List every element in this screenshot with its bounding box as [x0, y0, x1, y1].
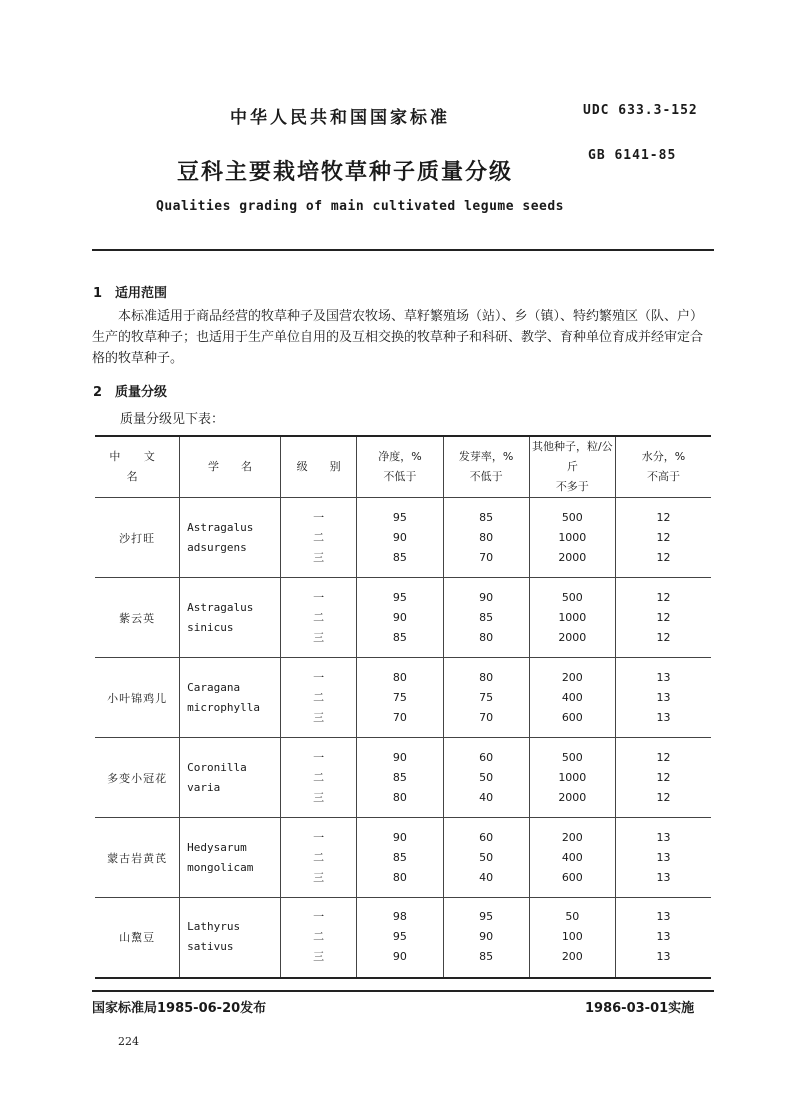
header-moisture-label: 水分，% [641, 450, 686, 463]
grade-level: 三 [313, 550, 325, 564]
grade-level: 一 [313, 670, 325, 684]
purity-values [357, 898, 443, 978]
header-latin-name: 学 名 [180, 436, 281, 498]
grade-level: 二 [313, 530, 325, 544]
grade-level: 一 [313, 910, 325, 924]
latin-genus: Lathyrus [187, 920, 241, 934]
other-seeds-value: 200 [561, 830, 583, 844]
header-germination-qualifier: 不低于 [469, 470, 503, 483]
moisture-value: 12 [656, 610, 671, 624]
moisture-value: 12 [656, 750, 671, 764]
purity-value: 70 [392, 710, 407, 724]
moisture-value: 13 [656, 930, 671, 944]
table-row [95, 898, 711, 978]
germination-value: 50 [479, 770, 494, 784]
grade-level: 一 [313, 590, 325, 604]
germination-value: 40 [479, 790, 494, 804]
moisture-value: 13 [656, 950, 671, 964]
table-row [95, 578, 711, 658]
header-moisture-qualifier: 不高于 [646, 470, 680, 483]
other-seeds-value: 500 [561, 750, 583, 764]
moisture-value: 12 [656, 630, 671, 644]
other-seeds-value: 2000 [558, 790, 587, 804]
latin-epithet: varia [187, 780, 221, 794]
other-seeds-value: 200 [561, 950, 583, 964]
species-latin-name [180, 898, 281, 978]
section-1-title: 适用范围 [115, 286, 168, 301]
germination-value: 70 [479, 710, 494, 724]
germination-value: 85 [479, 610, 494, 624]
header-moisture [615, 436, 711, 498]
other-seeds-values [529, 658, 615, 738]
purity-value: 90 [392, 950, 407, 964]
species-chinese-name: 紫云英 [95, 578, 180, 658]
germination-value: 80 [479, 530, 494, 544]
moisture-value: 13 [656, 690, 671, 704]
moisture-values [615, 578, 711, 658]
moisture-value: 12 [656, 550, 671, 564]
grade-level: 三 [313, 950, 325, 964]
purity-value: 85 [392, 550, 407, 564]
grade-level: 一 [313, 830, 325, 844]
species-latin-name [180, 738, 281, 818]
grade-level: 三 [313, 790, 325, 804]
purity-value: 80 [392, 870, 407, 884]
moisture-value: 13 [656, 870, 671, 884]
purity-values [357, 818, 443, 898]
section-1-number: 1 [93, 286, 103, 301]
latin-epithet: adsurgens [187, 540, 247, 554]
header-grade: 级 别 [280, 436, 356, 498]
grade-levels [280, 738, 356, 818]
germination-value: 90 [479, 930, 494, 944]
species-chinese-name: 小叶锦鸡儿 [95, 658, 180, 738]
other-seeds-value: 500 [561, 590, 583, 604]
latin-epithet: mongolicam [187, 860, 254, 874]
moisture-values [615, 898, 711, 978]
germination-values [443, 738, 529, 818]
latin-genus: Astragalus [187, 520, 254, 534]
latin-genus: Coronilla [187, 760, 247, 774]
other-seeds-value: 1000 [558, 770, 587, 784]
other-seeds-value: 1000 [558, 530, 587, 544]
seed-quality-grading-table [95, 435, 711, 979]
purity-value: 90 [392, 830, 407, 844]
germination-values [443, 498, 529, 578]
grade-levels [280, 898, 356, 978]
header-purity-label: 净度，% [378, 450, 422, 463]
purity-value: 85 [392, 770, 407, 784]
moisture-value: 13 [656, 910, 671, 924]
grade-level: 三 [313, 710, 325, 724]
section-2-heading [93, 381, 167, 400]
germination-values [443, 818, 529, 898]
header-purity [357, 436, 443, 498]
purity-value: 98 [392, 910, 407, 924]
moisture-value: 13 [656, 670, 671, 684]
germination-value: 70 [479, 550, 494, 564]
species-chinese-name: 多变小冠花 [95, 738, 180, 818]
species-latin-name [180, 818, 281, 898]
grade-level: 二 [313, 850, 325, 864]
germination-value: 60 [479, 750, 494, 764]
other-seeds-value: 1000 [558, 610, 587, 624]
issue-date: 国家标准局1985-06-20发布 [92, 1001, 267, 1016]
other-seeds-value: 400 [561, 850, 583, 864]
germination-value: 90 [479, 590, 494, 604]
moisture-value: 12 [656, 790, 671, 804]
other-seeds-value: 100 [561, 930, 583, 944]
grade-levels [280, 818, 356, 898]
germination-value: 60 [479, 830, 494, 844]
grade-level: 三 [313, 630, 325, 644]
grade-level: 二 [313, 610, 325, 624]
gb-standard-number: GB 6141-85 [588, 148, 677, 163]
table-row [95, 498, 711, 578]
issuing-organization: 中华人民共和国国家标准 [230, 108, 450, 128]
latin-genus: Hedysarum [187, 840, 247, 854]
purity-values [357, 498, 443, 578]
table-row [95, 738, 711, 818]
moisture-value: 12 [656, 510, 671, 524]
purity-value: 95 [392, 510, 407, 524]
implementation-date: 1986-03-01实施 [585, 1001, 695, 1016]
other-seeds-value: 400 [561, 690, 583, 704]
purity-value: 80 [392, 670, 407, 684]
section-2-intro: 质量分级见下表： [120, 412, 225, 427]
other-seeds-value: 600 [561, 870, 583, 884]
grade-level: 三 [313, 870, 325, 884]
germination-values [443, 578, 529, 658]
other-seeds-values [529, 578, 615, 658]
moisture-values [615, 498, 711, 578]
grade-level: 二 [313, 690, 325, 704]
section-1-heading [93, 282, 167, 301]
table-row [95, 818, 711, 898]
header-chinese-name: 中 文 名 [95, 436, 180, 498]
purity-values [357, 738, 443, 818]
latin-genus: Caragana [187, 680, 241, 694]
moisture-value: 13 [656, 830, 671, 844]
grade-level: 一 [313, 510, 325, 524]
moisture-values [615, 738, 711, 818]
other-seeds-value: 600 [561, 710, 583, 724]
latin-epithet: microphylla [187, 700, 261, 714]
moisture-values [615, 818, 711, 898]
species-chinese-name: 沙打旺 [95, 498, 180, 578]
purity-values [357, 658, 443, 738]
header-other-seeds [529, 436, 615, 498]
species-chinese-name: 山黧豆 [95, 898, 180, 978]
grade-level: 二 [313, 770, 325, 784]
section-1-paragraph: 本标准适用于商品经营的牧草种子及国营农牧场、草籽繁殖场（站）、乡（镇）、特约繁殖区（队、户）生产的牧草种子；也适用于生产单位自用的及互相交换的牧草种子和科研、教学、育种单位育成并经审定合格的牧草种子。 [92, 309, 704, 366]
moisture-value: 12 [656, 590, 671, 604]
other-seeds-values [529, 498, 615, 578]
document-title-english: Qualities grading of main cultivated legume seeds [156, 199, 565, 214]
purity-value: 75 [392, 690, 407, 704]
moisture-value: 13 [656, 850, 671, 864]
purity-value: 90 [392, 750, 407, 764]
latin-genus: Astragalus [187, 600, 254, 614]
udc-code: UDC 633.3-152 [583, 103, 698, 118]
grade-levels [280, 498, 356, 578]
germination-values [443, 658, 529, 738]
germination-value: 85 [479, 510, 494, 524]
other-seeds-value: 200 [561, 670, 583, 684]
purity-value: 80 [392, 790, 407, 804]
purity-value: 95 [392, 930, 407, 944]
footer-divider [92, 990, 714, 992]
purity-value: 90 [392, 610, 407, 624]
grade-levels [280, 578, 356, 658]
other-seeds-value: 2000 [558, 630, 587, 644]
other-seeds-value: 2000 [558, 550, 587, 564]
table-row [95, 658, 711, 738]
latin-epithet: sinicus [187, 620, 234, 634]
header-other-seeds-label: 其他种子，粒/公斤 [531, 440, 613, 473]
grade-level: 二 [313, 930, 325, 944]
germination-value: 85 [479, 950, 494, 964]
document-title-chinese: 豆科主要栽培牧草种子质量分级 [177, 159, 514, 185]
other-seeds-value: 50 [565, 910, 580, 924]
header-divider [92, 249, 714, 251]
header-germination [443, 436, 529, 498]
moisture-value: 12 [656, 770, 671, 784]
purity-value: 95 [392, 590, 407, 604]
grade-levels [280, 658, 356, 738]
header-purity-qualifier: 不低于 [383, 470, 417, 483]
purity-value: 85 [392, 850, 407, 864]
moisture-value: 12 [656, 530, 671, 544]
species-chinese-name: 蒙古岩黄芪 [95, 818, 180, 898]
other-seeds-values [529, 738, 615, 818]
purity-value: 85 [392, 630, 407, 644]
page-number: 224 [118, 1035, 139, 1048]
germination-value: 80 [479, 670, 494, 684]
grade-level: 一 [313, 750, 325, 764]
species-latin-name [180, 658, 281, 738]
header-germination-label: 发芽率，% [458, 450, 514, 463]
germination-value: 95 [479, 910, 494, 924]
other-seeds-values [529, 898, 615, 978]
germination-value: 40 [479, 870, 494, 884]
purity-values [357, 578, 443, 658]
header-other-seeds-qualifier: 不多于 [555, 480, 589, 493]
table-header-row [95, 436, 711, 498]
species-latin-name [180, 498, 281, 578]
germination-value: 50 [479, 850, 494, 864]
species-latin-name [180, 578, 281, 658]
moisture-values [615, 658, 711, 738]
germination-value: 75 [479, 690, 494, 704]
moisture-value: 13 [656, 710, 671, 724]
germination-values [443, 898, 529, 978]
section-2-number: 2 [93, 385, 103, 400]
other-seeds-value: 500 [561, 510, 583, 524]
germination-value: 80 [479, 630, 494, 644]
other-seeds-values [529, 818, 615, 898]
section-2-title: 质量分级 [115, 385, 168, 400]
purity-value: 90 [392, 530, 407, 544]
latin-epithet: sativus [187, 940, 234, 954]
